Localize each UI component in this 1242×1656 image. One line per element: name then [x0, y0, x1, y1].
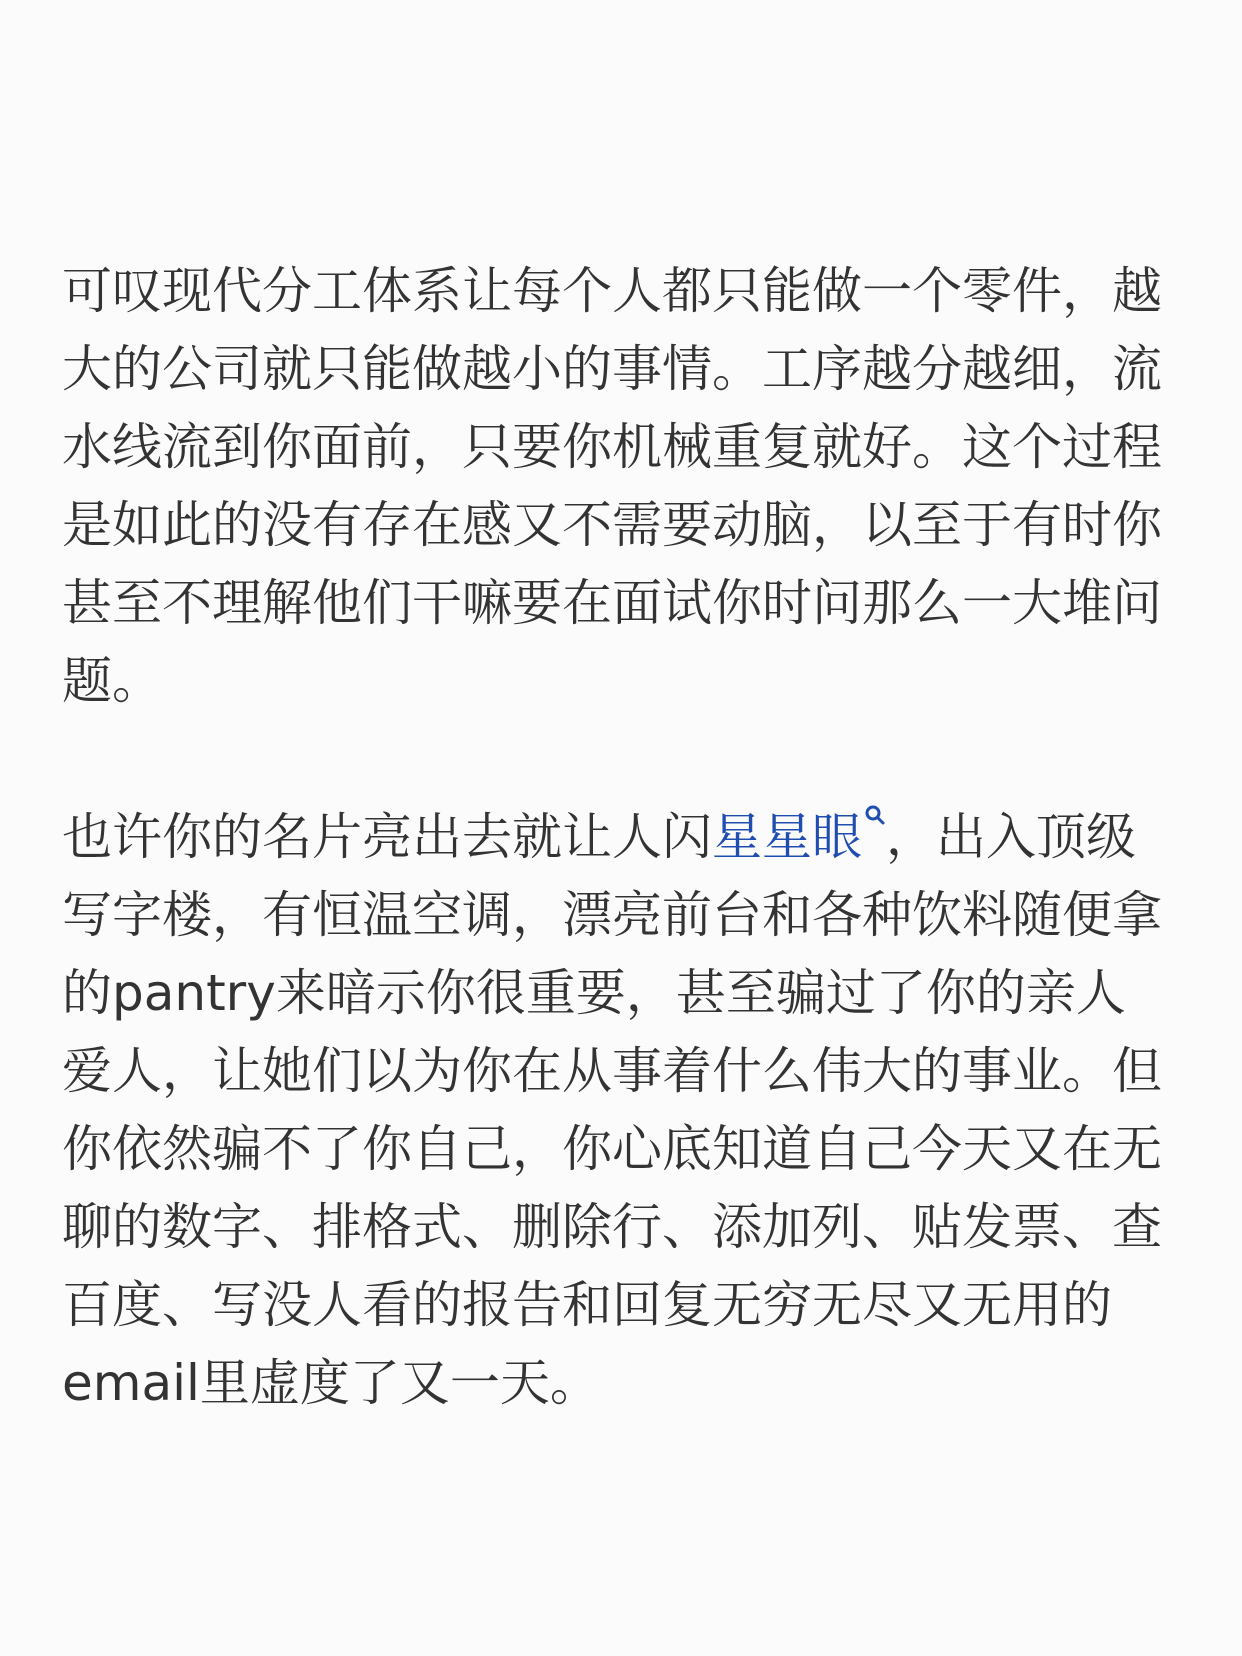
text-line: 的pantry来暗示你很重要，甚至骗过了你的亲人: [62, 964, 1126, 1022]
search-keyword-text[interactable]: 星星眼: [712, 808, 862, 866]
search-keyword-link[interactable]: [712, 808, 886, 866]
text-segment: ，出入顶级: [886, 808, 1136, 866]
text-line: 是如此的没有存在感又不需要动脑，以至于有时你: [62, 496, 1162, 554]
text-line: 写字楼，有恒温空调，漂亮前台和各种饮料随便拿: [62, 886, 1162, 944]
text-line: 题。: [62, 652, 162, 710]
text-line: 大的公司就只能做越小的事情。工序越分越细，流: [62, 340, 1162, 398]
text-segment: 也许你的名片亮出去就让人闪: [62, 808, 712, 866]
text-line: [62, 798, 1182, 876]
text-line: email里虚度了又一天。: [62, 1354, 600, 1412]
text-line: 可叹现代分工体系让每个人都只能做一个零件，越: [62, 262, 1162, 320]
paragraph-gap: [62, 720, 1182, 798]
paragraph-1: [62, 252, 1182, 720]
article-body: [62, 252, 1182, 1422]
text-line: 聊的数字、排格式、删除行、添加列、贴发票、查: [62, 1198, 1162, 1256]
text-line: 爱人，让她们以为你在从事着什么伟大的事业。但: [62, 1042, 1162, 1100]
search-icon[interactable]: [864, 804, 886, 830]
text-line: 甚至不理解他们干嘛要在面试你时问那么一大堆问: [62, 574, 1162, 632]
text-line: 水线流到你面前，只要你机械重复就好。这个过程: [62, 418, 1162, 476]
paragraph-2: [62, 798, 1182, 1422]
text-line: 你依然骗不了你自己，你心底知道自己今天又在无: [62, 1120, 1162, 1178]
text-line: 百度、写没人看的报告和回复无穷无尽又无用的: [62, 1276, 1112, 1334]
